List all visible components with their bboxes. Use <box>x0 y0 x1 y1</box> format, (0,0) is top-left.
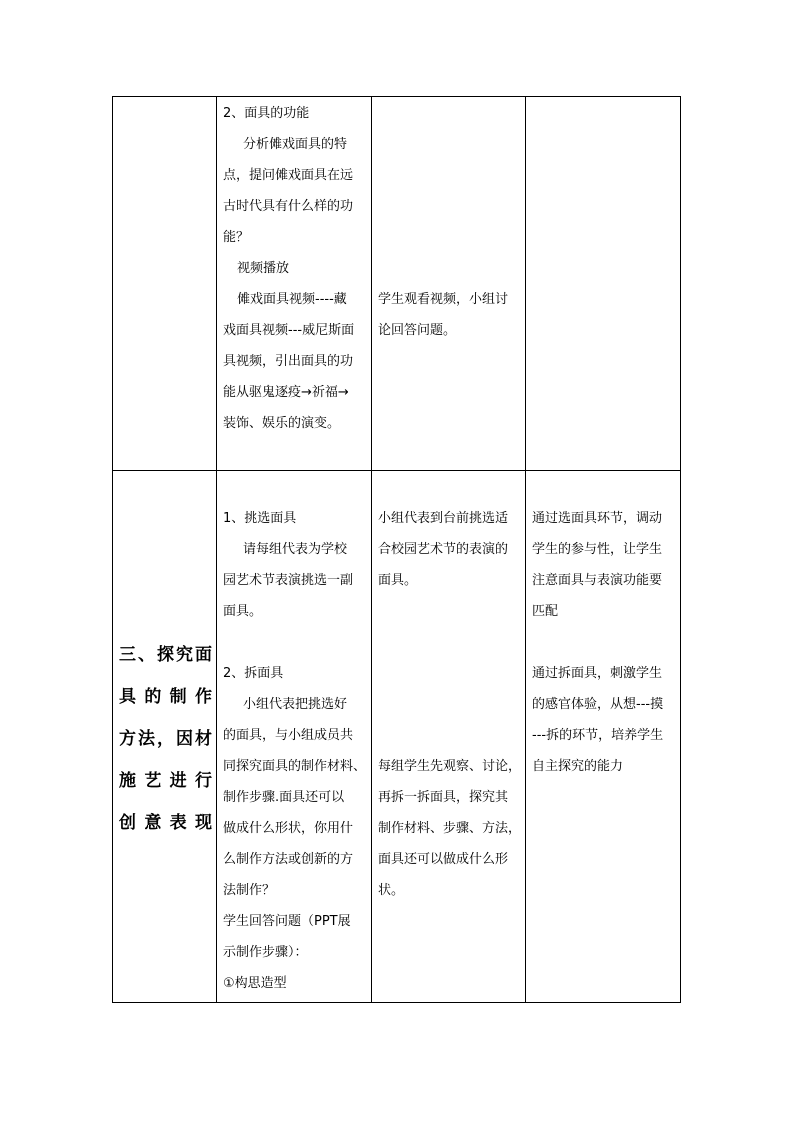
text-line: 具视频，引出面具的功 <box>223 354 354 369</box>
text-line: 视频播放 <box>237 261 290 276</box>
text-line: 匹配 <box>532 604 559 619</box>
row2-section-cell <box>113 471 217 1003</box>
text-line: 每组学生先观察、讨论， <box>378 759 522 774</box>
text-line: 小组代表到台前挑选适 <box>378 511 509 526</box>
text-line: 分析傩戏面具的特 <box>243 137 348 152</box>
text-line: 同探究面具的制作材料、 <box>223 759 367 774</box>
text-line: 傩戏面具视频----藏 <box>237 292 347 307</box>
text-line: 请每组代表为学校 <box>243 542 348 557</box>
text-line: 论回答问题。 <box>378 323 457 338</box>
text-line: ①构思造型 <box>223 976 287 991</box>
text-line: 面具。 <box>378 573 418 588</box>
text-line: 么制作方法或创新的方 <box>223 852 354 867</box>
text-line: 能从驱鬼逐疫→祈福→ <box>223 385 349 400</box>
text-line: 制作材料、步骤、方法， <box>378 821 522 836</box>
text-line: 装饰、娱乐的演变。 <box>223 416 341 431</box>
row1-design-intent-cell <box>526 97 681 471</box>
activity-heading-mask-function: 2、面具的功能 <box>223 106 310 121</box>
activity-heading-disassemble-mask: 2、拆面具 <box>223 666 284 681</box>
text-line: 面具还可以做成什么形 <box>378 852 509 867</box>
text-line: 做成什么形状，你用什 <box>223 821 354 836</box>
text-line: 再拆一拆面具，探究其 <box>378 790 509 805</box>
text-line: 的面具，与小组成员共 <box>223 728 354 743</box>
text-line: 能？ <box>223 230 250 245</box>
table-row <box>113 97 681 471</box>
text-line: 的感官体验，从想---摸 <box>532 697 664 712</box>
text-line: 注意面具与表演功能要 <box>532 573 663 588</box>
text-line: 古时代具有什么样的功 <box>223 199 354 214</box>
section-title: 三、探究面 具的制作 方法，因材 施艺进行 创意表现 <box>119 645 212 833</box>
text-line: 戏面具视频---威尼斯面 <box>223 323 355 338</box>
text-line: 示制作步骤）： <box>223 945 308 960</box>
row1-section-cell <box>113 97 217 471</box>
text-line: 学生观看视频，小组讨 <box>378 292 509 307</box>
row1-teacher-activity-cell <box>217 97 372 471</box>
text-line: 通过拆面具，刺激学生 <box>532 666 663 681</box>
text-line: 状。 <box>378 883 405 898</box>
text-line: 自主探究的能力 <box>532 759 624 774</box>
text-line: 通过选面具环节，调动 <box>532 511 663 526</box>
text-line: 学生回答问题（PPT展 <box>223 914 351 929</box>
text-line: 面具。 <box>223 604 263 619</box>
row1-student-activity-cell <box>372 97 526 471</box>
row2-student-activity-cell <box>372 471 526 1003</box>
text-line: 园艺术节表演挑选一副 <box>223 573 354 588</box>
activity-heading-choose-mask: 1、挑选面具 <box>223 511 297 526</box>
text-line: 法制作？ <box>223 883 276 898</box>
text-line: 合校园艺术节的表演的 <box>378 542 509 557</box>
lesson-plan-table <box>112 96 681 1003</box>
text-line: ---拆的环节，培养学生 <box>532 728 664 743</box>
text-line: 小组代表把挑选好 <box>243 697 348 712</box>
row2-teacher-activity-cell <box>217 471 372 1003</box>
text-line: 制作步骤.面具还可以 <box>223 790 345 805</box>
row2-design-intent-cell <box>526 471 681 1003</box>
text-line: 学生的参与性，让学生 <box>532 542 663 557</box>
table-row <box>113 471 681 1003</box>
text-line: 点，提问傩戏面具在远 <box>223 168 354 183</box>
